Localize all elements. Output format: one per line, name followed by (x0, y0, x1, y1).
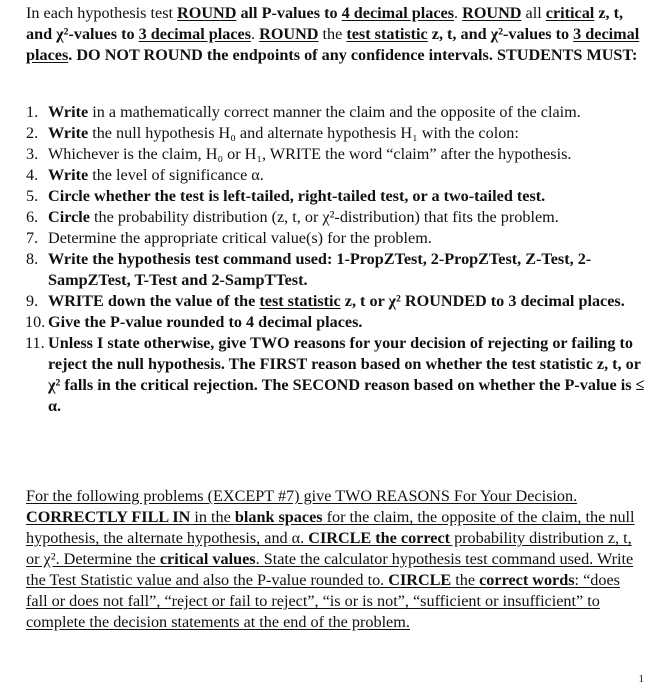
intro-text: the (318, 25, 347, 43)
step-text: Whichever is the claim, H₀ or H₁, WRITE the word “claim” after the hypothesis. (48, 145, 572, 163)
step-text: z, t or χ² ROUNDED to 3 decimal places. (340, 292, 625, 310)
step-text: the level of significance α. (88, 166, 264, 184)
rounding-instructions (26, 3, 644, 66)
list-item (26, 249, 646, 291)
step-verb: WRITE (48, 292, 104, 310)
test-statistic-emphasis: test statistic (259, 292, 341, 310)
closing-emphasis: correct words (479, 571, 575, 589)
list-item (26, 291, 646, 312)
page-number: 1 (638, 673, 644, 685)
step-number: 1. (26, 103, 39, 121)
round-emphasis: ROUND (259, 25, 319, 43)
step-text: down the value of the (103, 292, 260, 310)
closing-text: For the following problems (EXCEPT #7) give TWO REASONS For Your Decision. (26, 487, 578, 505)
step-text: Unless I state otherwise, give TWO reasons for your decision of rejecting or failing to reject the null hypothesis. The FIRST reason based on whether the test statistic z, t, or χ² falls in the critical rejection. The SECOND reason based on whether the P-value is ≤ α. (48, 334, 645, 415)
problem-instructions (26, 486, 642, 633)
list-item (26, 144, 646, 165)
closing-text: the (451, 571, 480, 589)
step-number: 8. (26, 250, 39, 268)
step-number: 7. (26, 229, 39, 247)
list-item (26, 207, 646, 228)
closing-emphasis: critical values (159, 550, 256, 568)
intro-text: . (454, 4, 463, 22)
closing-text: in the (190, 508, 235, 526)
intro-text: In each hypothesis test (26, 4, 178, 22)
list-item (26, 186, 646, 207)
step-text: the probability distribution (z, t, or χ²-distribution) that fits the problem. (89, 208, 559, 226)
step-number: 10. (25, 313, 46, 331)
intro-text: z, t, and χ²-values to (26, 4, 624, 43)
four-decimal-places: 4 decimal places (341, 4, 455, 22)
closing-text: . State the calculator hypothesis test command used. Write the Test Statistic value and also the P-value rounded to. (26, 550, 634, 589)
three-decimal-places: 3 decimal places (26, 25, 640, 64)
three-decimal-places: 3 decimal places (138, 25, 252, 43)
closing-text: probability distribution z, t, or χ². Determine the (26, 529, 632, 568)
step-number: 2. (26, 124, 39, 142)
list-item (26, 228, 646, 249)
step-number: 6. (26, 208, 39, 226)
step-number: 9. (26, 292, 39, 310)
closing-text: for the claim, the opposite of the claim, the null hypothesis, the alternate hypothesis, and α. (26, 508, 635, 547)
step-text: whether the test is left-tailed, right-tailed test, or a two-tailed test. (89, 187, 546, 205)
list-item (26, 102, 646, 123)
intro-text: all (521, 4, 546, 22)
list-item (26, 333, 646, 417)
intro-text: z, t, and χ²-values to (427, 25, 574, 43)
step-text: the null hypothesis H₀ and alternate hypothesis H₁ with the colon: (88, 124, 519, 142)
intro-text: all P-values to (236, 4, 342, 22)
closing-text: : “does fall or does not fall”, “reject or fail to reject”, “is or is not”, “sufficient or insufficient” to complete the decision statements at the end of the problem. (26, 571, 620, 631)
step-verb: Circle (48, 208, 90, 226)
step-number: 11. (25, 334, 45, 352)
closing-emphasis: CIRCLE (388, 571, 452, 589)
step-verb: Write (48, 124, 89, 142)
step-text: Determine the appropriate critical value(s) for the problem. (48, 229, 432, 247)
list-item (26, 123, 646, 144)
step-verb: Write (48, 250, 89, 268)
step-number: 3. (26, 145, 39, 163)
test-statistic-emphasis: test statistic (346, 25, 428, 43)
step-verb: Write (48, 103, 89, 121)
step-text: Give the P-value rounded to 4 decimal places. (48, 313, 363, 331)
intro-text: . DO NOT ROUND the endpoints of any confidence intervals. STUDENTS MUST: (68, 46, 638, 64)
critical-emphasis: critical (545, 4, 595, 22)
closing-emphasis: CIRCLE the correct (308, 529, 451, 547)
step-text: in a mathematically correct manner the claim and the opposite of the claim. (88, 103, 581, 121)
step-number: 4. (26, 166, 39, 184)
list-item (26, 165, 646, 186)
round-emphasis: ROUND (462, 4, 522, 22)
step-number: 5. (26, 187, 39, 205)
step-verb: Write (48, 166, 89, 184)
closing-emphasis: blank spaces (234, 508, 323, 526)
round-emphasis: ROUND (177, 4, 237, 22)
student-steps-list (26, 102, 646, 417)
step-verb: Circle (48, 187, 90, 205)
closing-emphasis: CORRECTLY FILL IN (26, 508, 191, 526)
list-item (26, 312, 646, 333)
intro-paragraph (26, 3, 644, 66)
step-text: the hypothesis test command used: 1-PropZTest, 2-PropZTest, Z-Test, 2-SampZTest, T-Test and 2-SampTTest. (48, 250, 592, 289)
intro-text: . (251, 25, 260, 43)
